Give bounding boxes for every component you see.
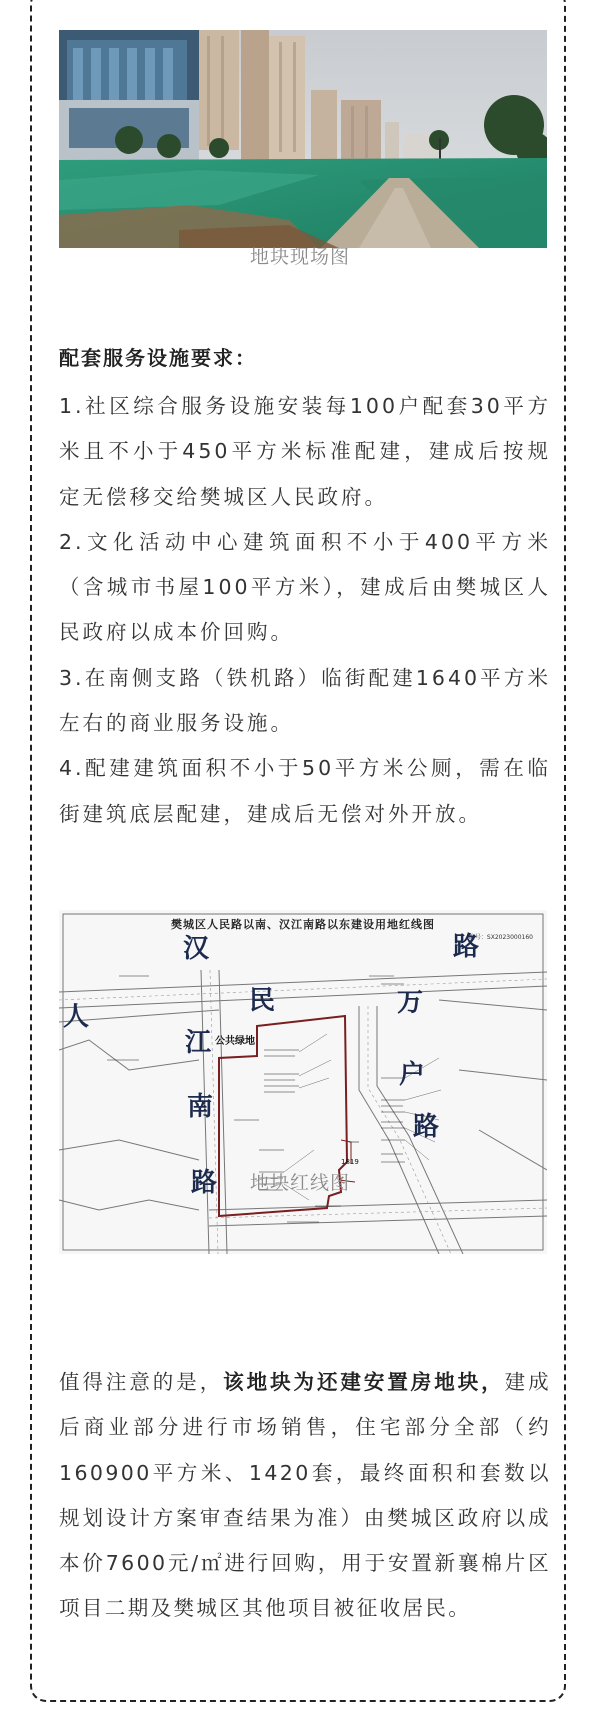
redline-map: [59, 910, 547, 1254]
road-label-east-2: 户: [399, 1060, 426, 1090]
requirements-heading: 配套服务设施要求：: [59, 346, 257, 370]
requirement-item-1: 1.社区综合服务设施安装每100户配套30平方米且不小于450平方米标准配建，建成后按规定无偿移交给樊城区人民政府。: [59, 394, 551, 509]
road-label-left: 人: [63, 1002, 90, 1032]
requirement-item-3: 3.在南侧支路（铁机路）临街配建1640平方米左右的商业服务设施。: [59, 665, 551, 736]
dimension-label: 1819: [341, 1158, 359, 1166]
map-title: 樊城区人民路以南、汉江南路以东建设用地红线图: [171, 918, 435, 931]
green-space-label: 公共绿地: [215, 1036, 255, 1047]
site-photo: [59, 30, 547, 248]
closing-rest: 建成后商业部分进行市场销售，住宅部分全部（约160900平方米、1420套，最终面积和套数以规划设计方案审查结果为准）由樊城区政府以成本价7600元/㎡进行回购，用于安置新襄棉片区项目二期及樊城区其他项目被征收居民。: [59, 1370, 551, 1621]
road-label-west-4: 路: [191, 1168, 218, 1198]
map-number: 编号：SX2023000160: [468, 934, 533, 941]
road-label-top-1: 民: [249, 986, 276, 1016]
road-label-east-3: 路: [413, 1112, 440, 1142]
requirement-item-4: 4.配建建筑面积不小于50平方米公厕，需在临街建筑底层配建，建成后无偿对外开放。: [59, 756, 551, 826]
road-label-east-1: 万: [397, 988, 424, 1018]
map-caption: 地块红线图: [249, 1172, 350, 1194]
road-label-west-3: 南: [187, 1092, 214, 1122]
closing-bold: 该地块为还建安置房地块，: [223, 1370, 505, 1394]
road-label-west-2: 江: [185, 1028, 212, 1058]
requirements-list: [59, 384, 551, 837]
photo-caption: 地块现场图: [249, 246, 350, 268]
requirement-item-2: 2.文化活动中心建筑面积不小于400平方米（含城市书屋100平方米），建成后由樊城区人民政府以成本价回购。: [59, 529, 551, 645]
road-label-top-2: 路: [453, 932, 480, 962]
road-label-west-1: 汉: [183, 934, 210, 964]
closing-paragraph: [59, 1360, 551, 1632]
closing-intro: 值得注意的是，: [59, 1370, 224, 1394]
